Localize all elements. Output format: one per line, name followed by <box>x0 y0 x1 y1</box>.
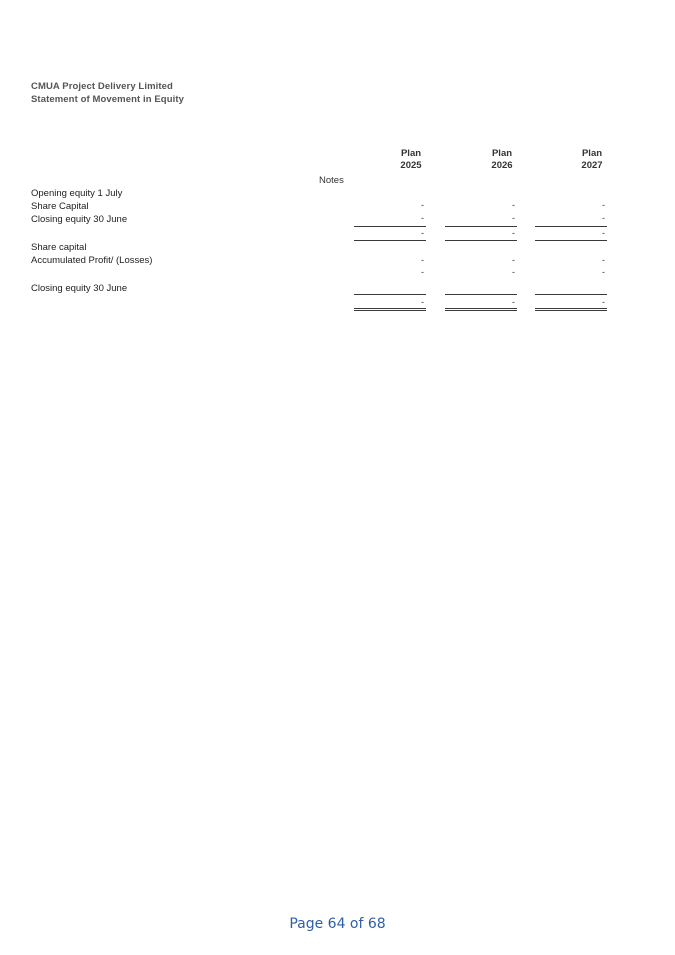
subtotal-rule <box>445 294 517 295</box>
value-cell: - <box>602 213 605 223</box>
value-cell: - <box>421 228 424 238</box>
column-header-2026 <box>472 148 532 172</box>
column-header-2025 <box>381 148 441 172</box>
column-header-year: 2026 <box>491 160 513 171</box>
total-rule <box>354 240 426 241</box>
value-cell: - <box>512 267 515 277</box>
row-label-closing-equity-final: Closing equity 30 June <box>31 283 128 294</box>
value-cell: - <box>512 255 515 265</box>
row-label-share-capital-lower: Share capital <box>31 242 87 253</box>
grand-total-double-rule <box>354 308 426 311</box>
row-label-accumulated-profit: Accumulated Profit/ (Losses) <box>31 255 153 266</box>
value-cell: - <box>421 213 424 223</box>
value-cell: - <box>602 228 605 238</box>
column-header-top: Plan <box>400 148 422 159</box>
grand-total-double-rule <box>445 308 517 311</box>
notes-header: Notes <box>319 175 344 186</box>
subtotal-rule <box>354 294 426 295</box>
value-cell: - <box>512 228 515 238</box>
value-cell: - <box>602 200 605 210</box>
column-header-top: Plan <box>581 148 603 159</box>
column-header-top: Plan <box>491 148 513 159</box>
value-cell: - <box>512 213 515 223</box>
grand-total-double-rule <box>535 308 607 311</box>
subtotal-rule <box>354 226 426 227</box>
value-cell: - <box>421 267 424 277</box>
total-rule <box>535 240 607 241</box>
subtotal-rule <box>445 226 517 227</box>
row-label-opening-equity: Opening equity 1 July <box>31 188 123 199</box>
row-label-closing-equity: Closing equity 30 June <box>31 214 128 225</box>
total-rule <box>445 240 517 241</box>
value-cell: - <box>421 297 424 307</box>
column-header-2027 <box>562 148 622 172</box>
subtotal-rule <box>535 294 607 295</box>
value-cell: - <box>512 297 515 307</box>
company-name: CMUA Project Delivery Limited <box>31 81 173 92</box>
value-cell: - <box>512 200 515 210</box>
value-cell: - <box>421 255 424 265</box>
value-cell: - <box>421 200 424 210</box>
statement-title: Statement of Movement in Equity <box>31 94 185 105</box>
value-cell: - <box>602 297 605 307</box>
row-label-share-capital: Share Capital <box>31 201 89 212</box>
column-header-year: 2025 <box>400 160 422 171</box>
page-number: Page 64 of 68 <box>289 916 386 932</box>
column-header-year: 2027 <box>581 160 603 171</box>
value-cell: - <box>602 267 605 277</box>
subtotal-rule <box>535 226 607 227</box>
value-cell: - <box>602 255 605 265</box>
